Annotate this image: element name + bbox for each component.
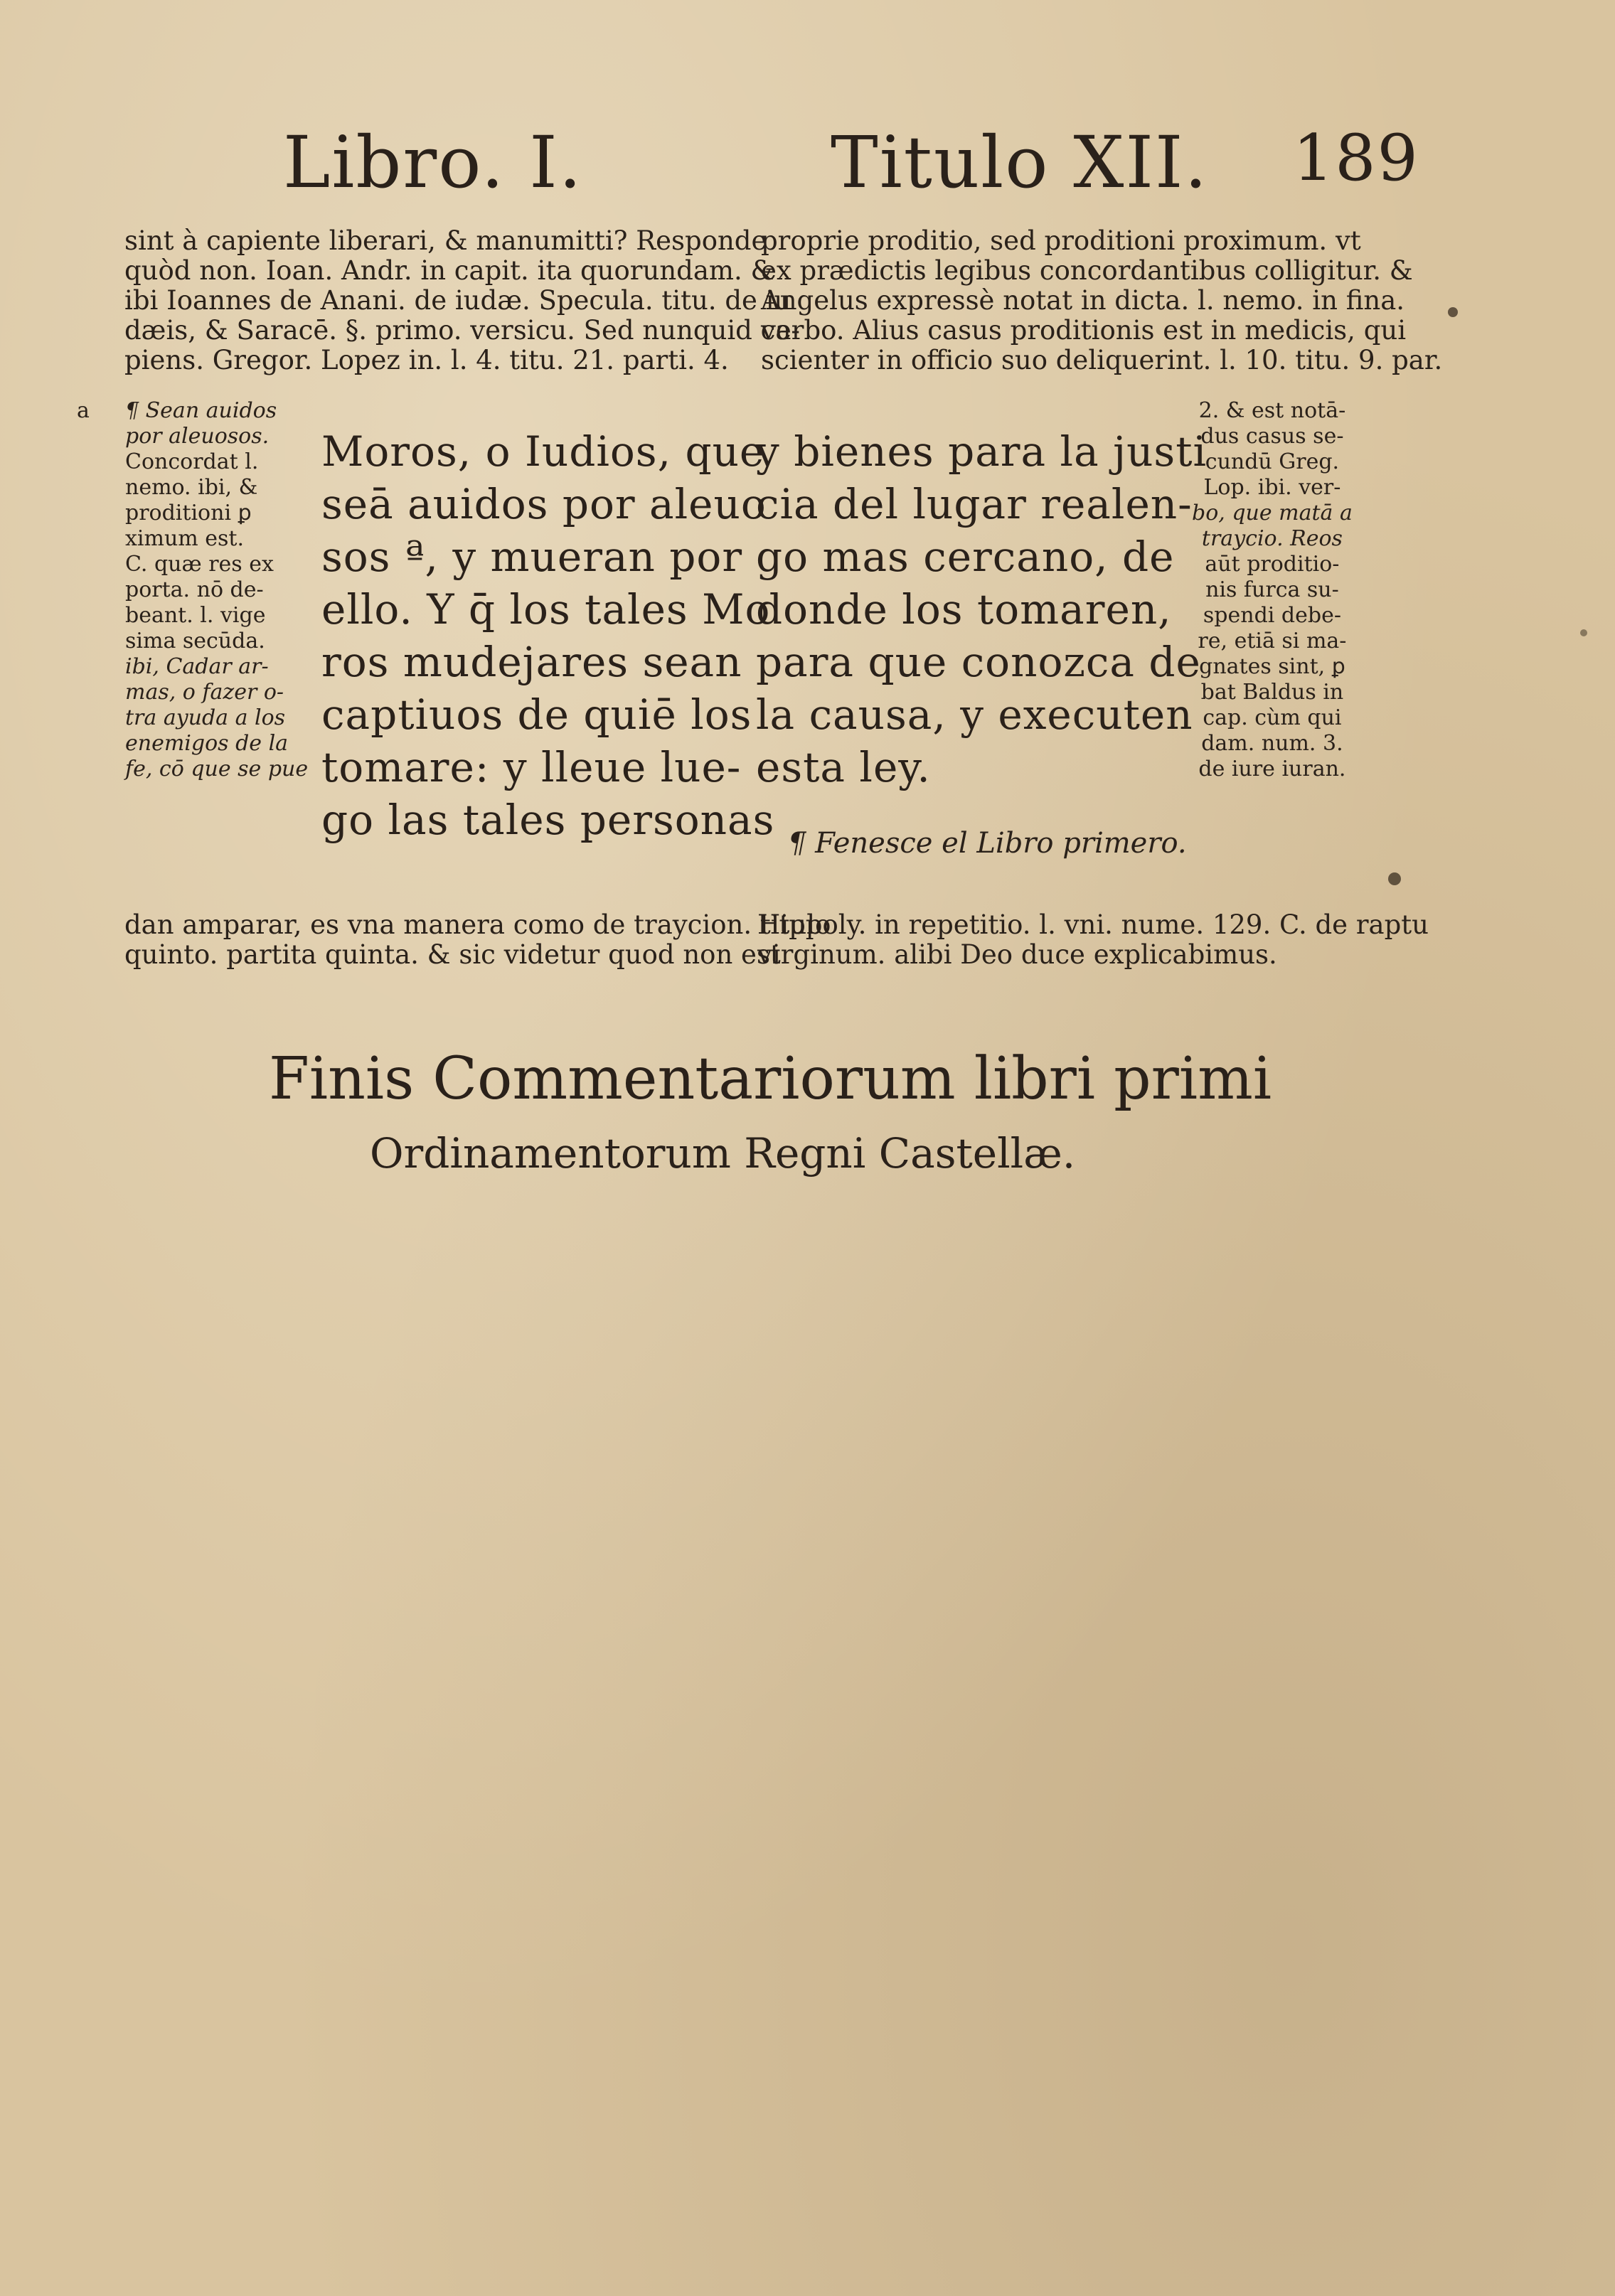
- margin-note-letter: a: [77, 398, 90, 423]
- margin-line: fe, cō que se pue: [125, 757, 309, 781]
- law-line: Moros, o Iudios, que: [321, 427, 765, 476]
- gloss-line: Hippoly. in repetitio. l. vni. nume. 129. C. de raptu: [757, 909, 1429, 940]
- ink-speck: [1580, 629, 1587, 636]
- margin-line: spendi debe-: [1203, 603, 1341, 628]
- margin-line: aūt proditio-: [1205, 552, 1340, 577]
- law-line: seā auidos por aleuo: [321, 480, 767, 528]
- law-line: captiuos de quiē los: [321, 690, 752, 739]
- law-line: go mas cercano, de: [756, 533, 1175, 581]
- margin-line: cundū Greg.: [1205, 449, 1340, 474]
- margin-line: tra ayuda a los: [125, 705, 286, 730]
- margin-line: beant. l. vige: [125, 603, 266, 628]
- folio-number: 189: [1293, 121, 1419, 196]
- gloss-line: ibi Ioannes de Anani. de iudæ. Specula. titu. de iu: [124, 285, 791, 316]
- margin-line: de iure iuran.: [1198, 757, 1346, 781]
- margin-note-left: [125, 398, 308, 782]
- law-line: go las tales personas: [321, 796, 775, 844]
- gloss-line: piens. Gregor. Lopez in. l. 4. titu. 21. parti. 4.: [124, 345, 729, 375]
- margin-line: dam. num. 3.: [1201, 731, 1343, 756]
- gloss-line: scienter in officio suo deliquerint. l. 10. titu. 9. par.: [761, 345, 1443, 375]
- gloss-line: sint à capiente liberari, & manumitti? Responde: [124, 225, 767, 256]
- margin-line: mas, o fazer o-: [125, 680, 284, 705]
- margin-line: ximum est.: [125, 526, 245, 551]
- law-line: donde los tomaren,: [756, 585, 1172, 634]
- gloss-bottom-left: [124, 910, 831, 970]
- law-line: y bienes para la justi: [756, 427, 1208, 476]
- law-line: ros mudejares sean: [321, 638, 742, 686]
- gloss-line: quòd non. Ioan. Andr. in capit. ita quorundam. &: [124, 255, 774, 286]
- running-head-book: Libro. I.: [283, 121, 583, 204]
- law-line: sos ª, y mueran por: [321, 533, 743, 581]
- finis-subtitle: Ordinamentorum Regni Castellæ.: [370, 1129, 1076, 1178]
- finis-title: Finis Commentariorum libri primi: [269, 1045, 1272, 1113]
- margin-line: bo, que matā a: [1192, 501, 1353, 525]
- margin-line: bat Baldus in: [1200, 680, 1344, 705]
- gloss-bottom-right: [757, 910, 1429, 970]
- law-text-column-right: [756, 425, 1207, 794]
- gloss-line: verbo. Alius casus proditionis est in medicis, qui: [761, 315, 1407, 346]
- law-line: esta ley.: [756, 743, 931, 791]
- margin-line: porta. nō de-: [125, 577, 264, 602]
- margin-line: enemigos de la: [125, 731, 289, 756]
- gloss-top-right: [761, 226, 1442, 375]
- gloss-line: dæis, & Saracē. §. primo. versicu. Sed nunquid ca-: [124, 315, 800, 346]
- margin-line: nis furca su-: [1205, 577, 1339, 602]
- margin-line: ibi, Cadar ar-: [125, 654, 269, 679]
- margin-line: cap. cùm qui: [1203, 705, 1342, 730]
- law-line: la causa, y executen: [756, 690, 1193, 739]
- margin-line: por aleuosos.: [125, 424, 270, 449]
- margin-line: nemo. ibi, &: [125, 475, 258, 500]
- law-text-column-left: [321, 425, 774, 846]
- colophon: ¶ Fenesce el Libro primero.: [788, 827, 1187, 860]
- gloss-top-left: [124, 226, 800, 375]
- margin-line: 2. & est notā-: [1198, 398, 1346, 423]
- ink-speck: [1388, 872, 1401, 885]
- ink-speck: [1448, 307, 1458, 317]
- gloss-line: ex prædictis legibus concordantibus colligitur. &: [761, 255, 1413, 286]
- margin-line: re, etiā si ma-: [1198, 629, 1347, 653]
- law-line: cia del lugar realen-: [756, 480, 1193, 528]
- law-line: tomare: y lleue lue-: [321, 743, 742, 791]
- margin-line: gnates sint, ꝑ: [1199, 654, 1345, 679]
- margin-note-right: [1192, 398, 1353, 782]
- gloss-line: dan amparar, es vna manera como de traycion. titulo: [124, 909, 831, 940]
- running-head-title: Titulo XII.: [831, 121, 1209, 204]
- law-line: ello. Y q̄ los tales Mo: [321, 585, 771, 634]
- margin-line: C. quæ res ex: [125, 552, 274, 577]
- margin-line: proditioni ꝑ: [125, 501, 252, 525]
- margin-line: ¶ Sean auidos: [125, 398, 277, 423]
- gloss-line: Angelus expressè notat in dicta. l. nemo. in fina.: [761, 285, 1405, 316]
- margin-line: traycio. Reos: [1201, 526, 1343, 551]
- gloss-line: proprie proditio, sed proditioni proximum. vt: [761, 225, 1361, 256]
- gloss-line: virginum. alibi Deo duce explicabimus.: [757, 939, 1277, 970]
- margin-line: sima secūda.: [125, 629, 265, 653]
- margin-line: Lop. ibi. ver-: [1203, 475, 1341, 500]
- law-line: para que conozca de: [756, 638, 1201, 686]
- margin-line: dus casus se-: [1200, 424, 1344, 449]
- margin-line: Concordat l.: [125, 449, 259, 474]
- gloss-line: quinto. partita quinta. & sic videtur quod non est: [124, 939, 781, 970]
